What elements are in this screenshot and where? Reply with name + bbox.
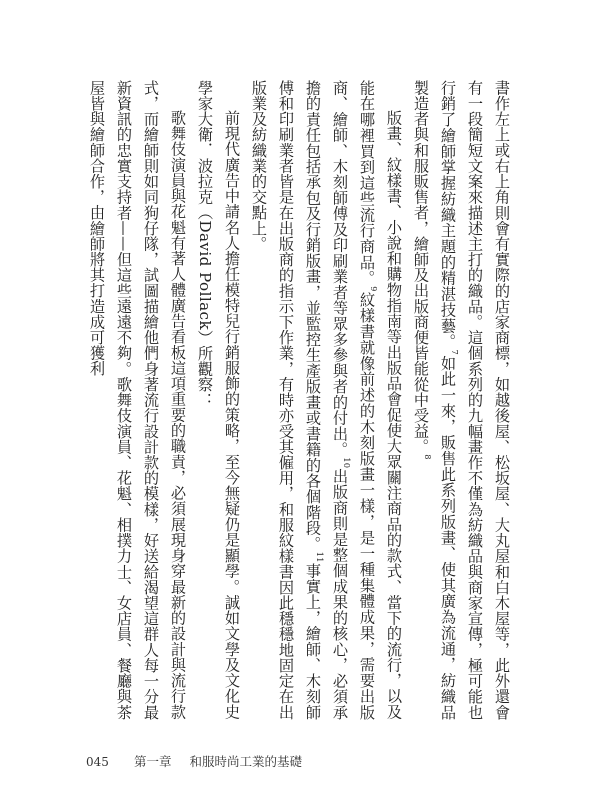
footnote-marker[interactable]: 8 [423, 454, 433, 460]
text-run: 事實上，繪師、木刻師傅和印刷業者皆是在出版商的指示下作業，有時亦受其僱用，和服紋樣書因此穩穩地固定在出版業及紡織業的交點上。 [250, 80, 322, 720]
text-run: 前現代廣告中請名人擔任模特兒行銷服飾的策略，至今無疑仍是顯學。誠如文學及文化史學家大衛．波拉克（David Pollack）所觀察： [196, 80, 241, 720]
paragraph-4-quote [83, 80, 191, 720]
chapter-label: 第一章 [133, 754, 172, 769]
text-run: 版畫、紋樣書、小說和購物指南等出版品會促使大眾關注商品的款式、當下的流行，以及能在哪裡買到這些流行商品。 [358, 80, 403, 720]
vertical-text-body [75, 80, 515, 720]
chapter-title: 和服時尚工業的基礎 [189, 754, 302, 769]
footnote-marker[interactable]: 11 [315, 551, 325, 563]
text-run: 出版商則是整個成果的核心，必須承擔的責任包括承包及行銷版畫，並監控生產版畫或書籍的各個階段。 [304, 80, 349, 720]
page-footer [86, 752, 302, 770]
text-run: 歌舞伎演員與花魁有著人體廣告看板這項重要的職責，必須展現身穿最新的設計與流行款式，而繪師則如同狗仔隊，試圖描繪他們身著流行設計款的模樣，好送給渴望這群人每一分最新資訊的忠實支持者——但這些遠遠不夠。歌舞伎演員、花魁、相撲力士、女店員、餐廳與茶屋皆與繪師合作，由繪師將其打造成可獲利 [88, 80, 187, 720]
paragraph-2 [245, 80, 407, 720]
footnote-marker[interactable]: 10 [342, 457, 352, 469]
text-run: 如此一來，販售此系列版畫、使其廣為流通，紡織品製造者與和服販售者，繪師及出版商便皆能從中受益。 [412, 80, 457, 720]
text-run: 書作左上或右上角則會有實際的店家商標，如越後屋、松坂屋、大丸屋和白木屋等，此外還會有一段簡短文案來描述主打的織品。這個系列的九幅畫作不僅為紡織品與商家宣傳，極可能也行銷了繪師掌握紡織主題的精湛技藝。 [439, 80, 511, 720]
paragraph-1 [407, 80, 515, 720]
footnote-marker[interactable]: 9 [369, 286, 379, 292]
footnote-marker[interactable]: 7 [450, 349, 460, 356]
page-number: 045 [86, 755, 109, 769]
text-run: 紋樣書就像前述的木刻版畫一樣，是一種集體成果，需要出版商、繪師、木刻師傅及印刷業者等眾多參與者的付出。 [331, 80, 376, 720]
paragraph-3 [191, 80, 245, 720]
